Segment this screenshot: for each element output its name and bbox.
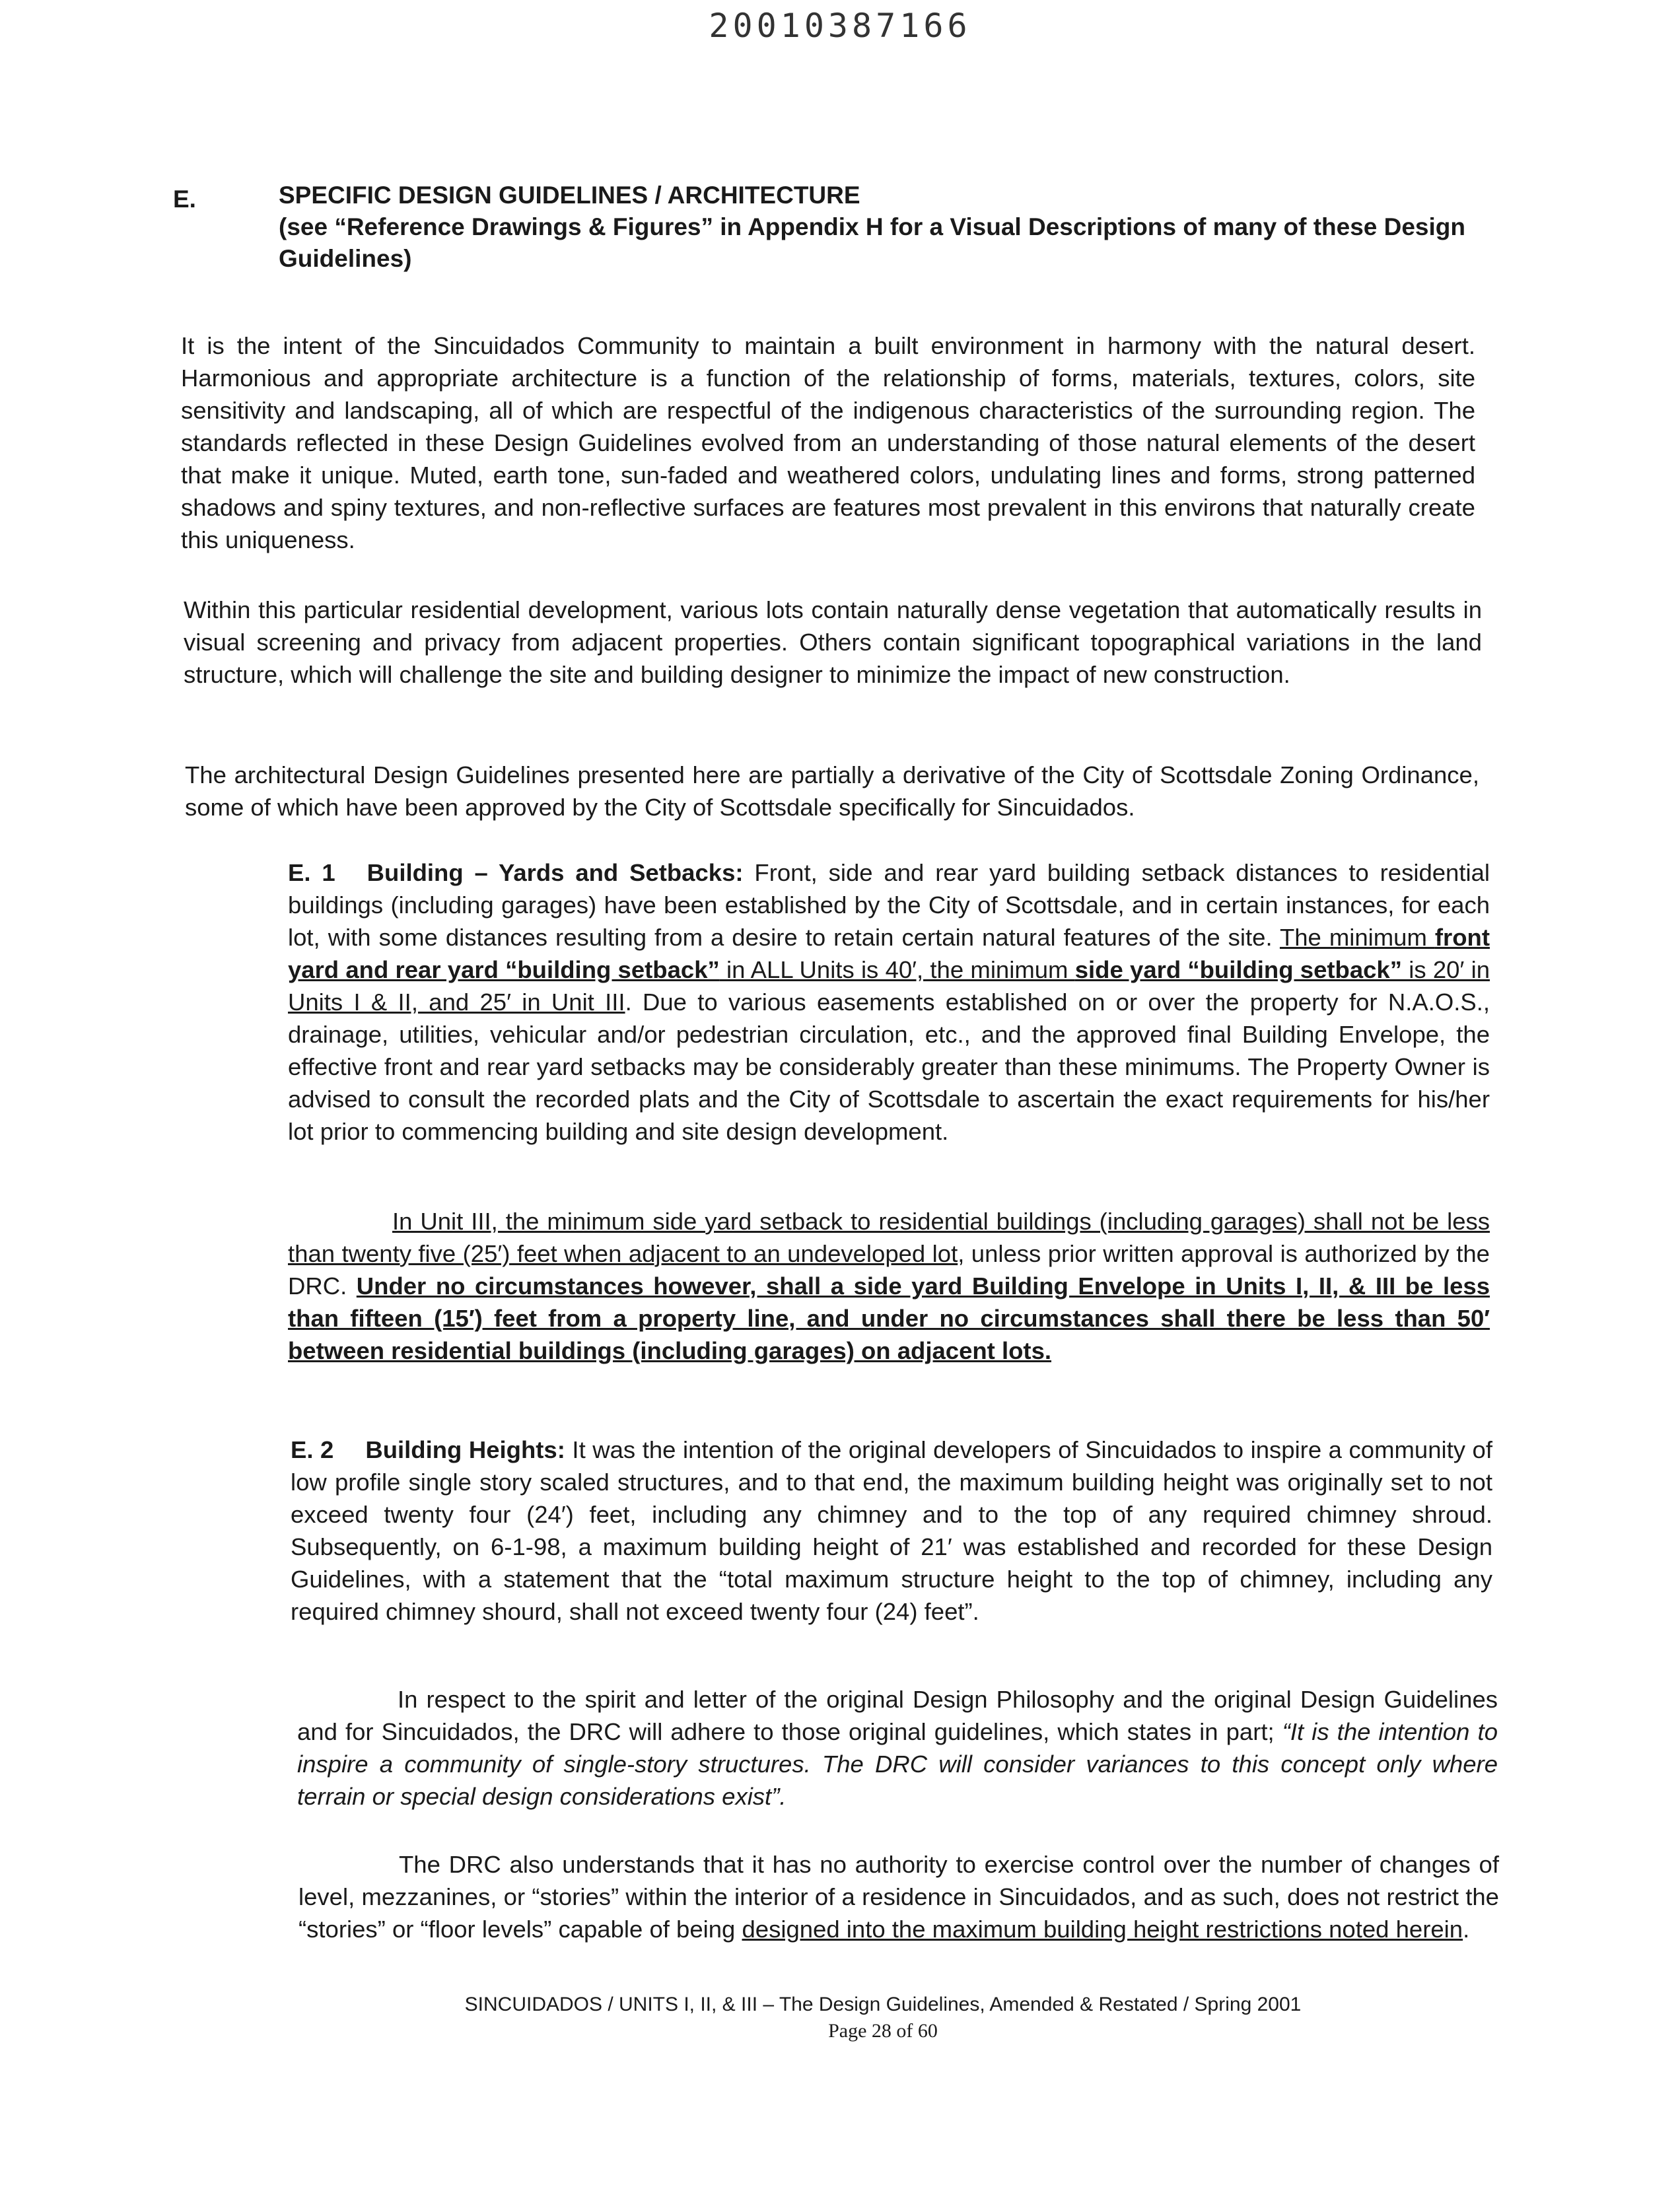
section-letter: E. <box>173 186 196 213</box>
page-footer <box>0 1992 1680 2044</box>
e2-title: Building Heights: <box>365 1436 565 1463</box>
e2-drc-text: The DRC also understands that it has no authority to exercise control over the number of changes of level, mezzanines, or “stories” within the interior of a residence in Sincuidados, and as such, does not restrict the “stories” or “floor levels” capable of being <box>298 1850 1499 1943</box>
e1-underline-1: The minimum <box>1279 923 1435 951</box>
e2-text: It was the intention of the original developers of Sincuidados to inspire a community of low profile single story scaled structures, and to that end, the maximum building height was originally set to not exceed twenty four (24′) feet, including any chimney and to the top of any required chimney shroud. Subsequently, on 6-1-98, a maximum building height of 21′ was established and recorded for these Design Guidelines, with a statement that the “total maximum structure height to the top of chimney, including any required chimney shourd, shall not exceed twenty four (24) feet”. <box>291 1436 1492 1625</box>
e2-paragraph <box>291 1434 1492 1628</box>
intro-paragraph-2: Within this particular residential development, various lots contain naturally dense vegetation that automatically results in visual screening and privacy from adjacent properties. Others contain significant topographical variations in the land structure, which will challenge the site and building designer to minimize the impact of new construction. <box>184 596 1482 688</box>
e2-drc-end: . <box>1463 1915 1470 1943</box>
e1-unit-iii-text: , unless prior written approval is authorized by the DRC. <box>288 1239 1490 1300</box>
e2-drc-paragraph <box>298 1848 1499 1945</box>
e2-drc-underline: designed into the maximum building height restrictions noted herein <box>742 1915 1463 1943</box>
e1-title: Building – Yards and Setbacks: <box>367 858 744 886</box>
e2-respect-paragraph <box>297 1683 1498 1813</box>
e1-underline-2: in ALL Units is 40′, the minimum <box>719 955 1075 983</box>
e1-bold-underline-2: side yard “building setback” <box>1074 955 1402 983</box>
section-title-block <box>279 180 1500 275</box>
e2-respect-text: In respect to the spirit and letter of the original Design Philosophy and the original Design Guidelines and for Sincuidados, the DRC will adhere to those original guidelines, which states in part; <box>297 1685 1498 1745</box>
e1-unit-iii-paragraph <box>288 1205 1490 1367</box>
e1-number: E. 1 <box>288 858 335 886</box>
document-number: 20010387166 <box>709 7 971 45</box>
footer-document-title: SINCUIDADOS / UNITS I, II, & III – The Design Guidelines, Amended & Restated / Spring 2001 <box>464 1994 1302 2015</box>
e1-underline-3: is 20′ in Units I & II, and 25′ in Unit III <box>288 955 1490 1016</box>
e1-unit-iii-bold-underline: Under no circumstances however, shall a side yard Building Envelope in Units I, II, & III be less than fifteen (15′) feet from a property line, and under no circumstances shall there be less than 50′ between residential buildings (including garages) on adjacent lots. <box>288 1272 1490 1364</box>
e1-paragraph <box>288 856 1490 1148</box>
intro-paragraph-1: It is the intent of the Sincuidados Community to maintain a built environment in harmony with the natural desert. Harmonious and appropriate architecture is a function of the relationship of forms, materials, textures, colors, site sensitivity and landscaping, all of which are respectful of the indigenous characteristics of the surrounding region. The standards reflected in these Design Guidelines evolved from an understanding of those natural elements of the desert that make it unique. Muted, earth tone, sun-faded and weathered colors, undulating lines and forms, strong patterned shadows and spiny textures, and non-reflective surfaces are features most prevalent in this environs that naturally create this uniqueness. <box>181 331 1475 553</box>
e1-unit-iii-underline: In Unit III, the minimum side yard setback to residential buildings (including garages) shall not be less than twenty five (25′) feet when adjacent to an undeveloped lot <box>288 1207 1490 1267</box>
footer-page-number: Page 28 of 60 <box>828 2020 938 2042</box>
e2-respect-quote: “It is the intention to inspire a community of single-story structures. The DRC will consider variances to this concept only where terrain or special design considerations exist”. <box>297 1718 1498 1810</box>
e1-text-a: Front, side and rear yard building setback distances to residential buildings (including garages) have been established by the City of Scottsdale, and in certain instances, for each lot, with some distances resulting from a desire to retain certain natural features of the site. <box>288 858 1490 951</box>
intro-paragraph-3: The architectural Design Guidelines presented here are partially a derivative of the City of Scottsdale Zoning Ordinance, some of which have been approved by the City of Scottsdale specifically for Sincuidados. <box>185 761 1479 821</box>
e1-text-b: . Due to various easements established on or over the property for N.A.O.S., drainage, utilities, vehicular and/or pedestrian circulation, etc., and the approved final Building Envelope, the effective front and rear yard setbacks may be considerably greater than these minimums. The Property Owner is advised to consult the recorded plats and the City of Scottsdale to ascertain the exact requirements for his/her lot prior to commencing building and site design development. <box>288 988 1490 1145</box>
section-title: SPECIFIC DESIGN GUIDELINES / ARCHITECTURE <box>279 182 860 209</box>
e2-number: E. 2 <box>291 1436 334 1463</box>
section-subtitle: (see “Reference Drawings & Figures” in Appendix H for a Visual Descriptions of many of these Design Guidelines) <box>279 213 1465 272</box>
e1-bold-underline-1: front yard and rear yard “building setback” <box>288 923 1490 983</box>
